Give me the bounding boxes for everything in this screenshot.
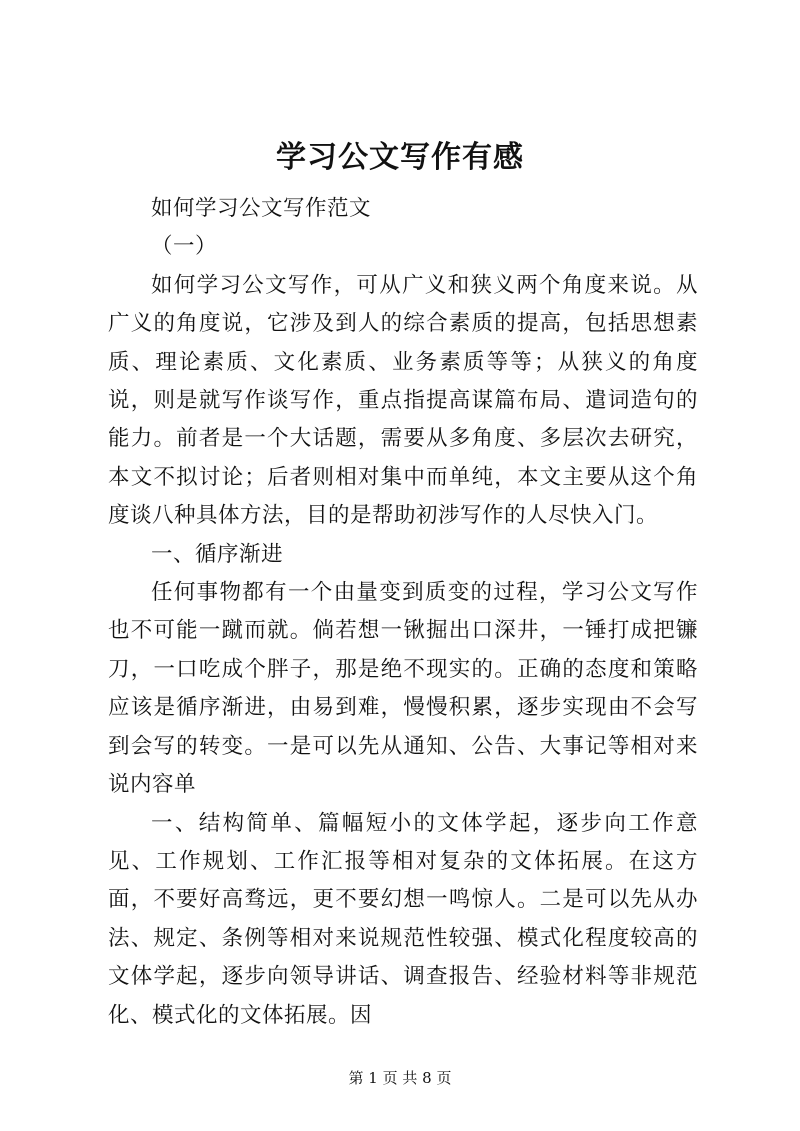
section-heading: 一、循序渐进	[151, 541, 284, 567]
subtitle-paragraph: 如何学习公文写作范文	[151, 196, 372, 221]
document-title: 学习公文写作有感	[276, 140, 524, 175]
intro-paragraph: 如何学习公文写作，可从广义和狭义两个角度来说。从广义的角度说，它涉及到人的综合素质的提高，包括思想素质、理论素质、文化素质、业务素质等等；从狭义的角度说，则是就写作谈写作，重点指提高谋篇布局、遣词造句的能力。前者是一个大话题，需要从多角度、多层次去研究，本文不拟讨论；后者则相对集中而单纯，本文主要从这个角度谈八种具体方法，目的是帮助初涉写作的人尽快入门。	[108, 272, 698, 529]
page-footer: 第 1 页 共 8 页	[348, 1069, 452, 1087]
body-paragraph: 一、结构简单、篇幅短小的文体学起，逐步向工作意见、工作规划、工作汇报等相对复杂的文体拓展。在这方面，不要好高骛远，更不要幻想一鸣惊人。二是可以先从办法、规定、条例等相对来说规范性较强、模式化程度较高的文体学起，逐步向领导讲话、调查报告、经验材料等非规范化、模式化的文体拓展。因	[108, 810, 698, 1028]
body-paragraph: 任何事物都有一个由量变到质变的过程，学习公文写作也不可能一蹴而就。倘若想一锹掘出口深井，一锤打成把镰刀，一口吃成个胖子，那是绝不现实的。正确的态度和策略应该是循序渐进，由易到难，慢慢积累，逐步实现由不会写到会写的转变。一是可以先从通知、公告、大事记等相对来说内容单	[108, 580, 698, 798]
document-body	[108, 190, 698, 1035]
section-number-paragraph: （一）	[151, 234, 218, 260]
